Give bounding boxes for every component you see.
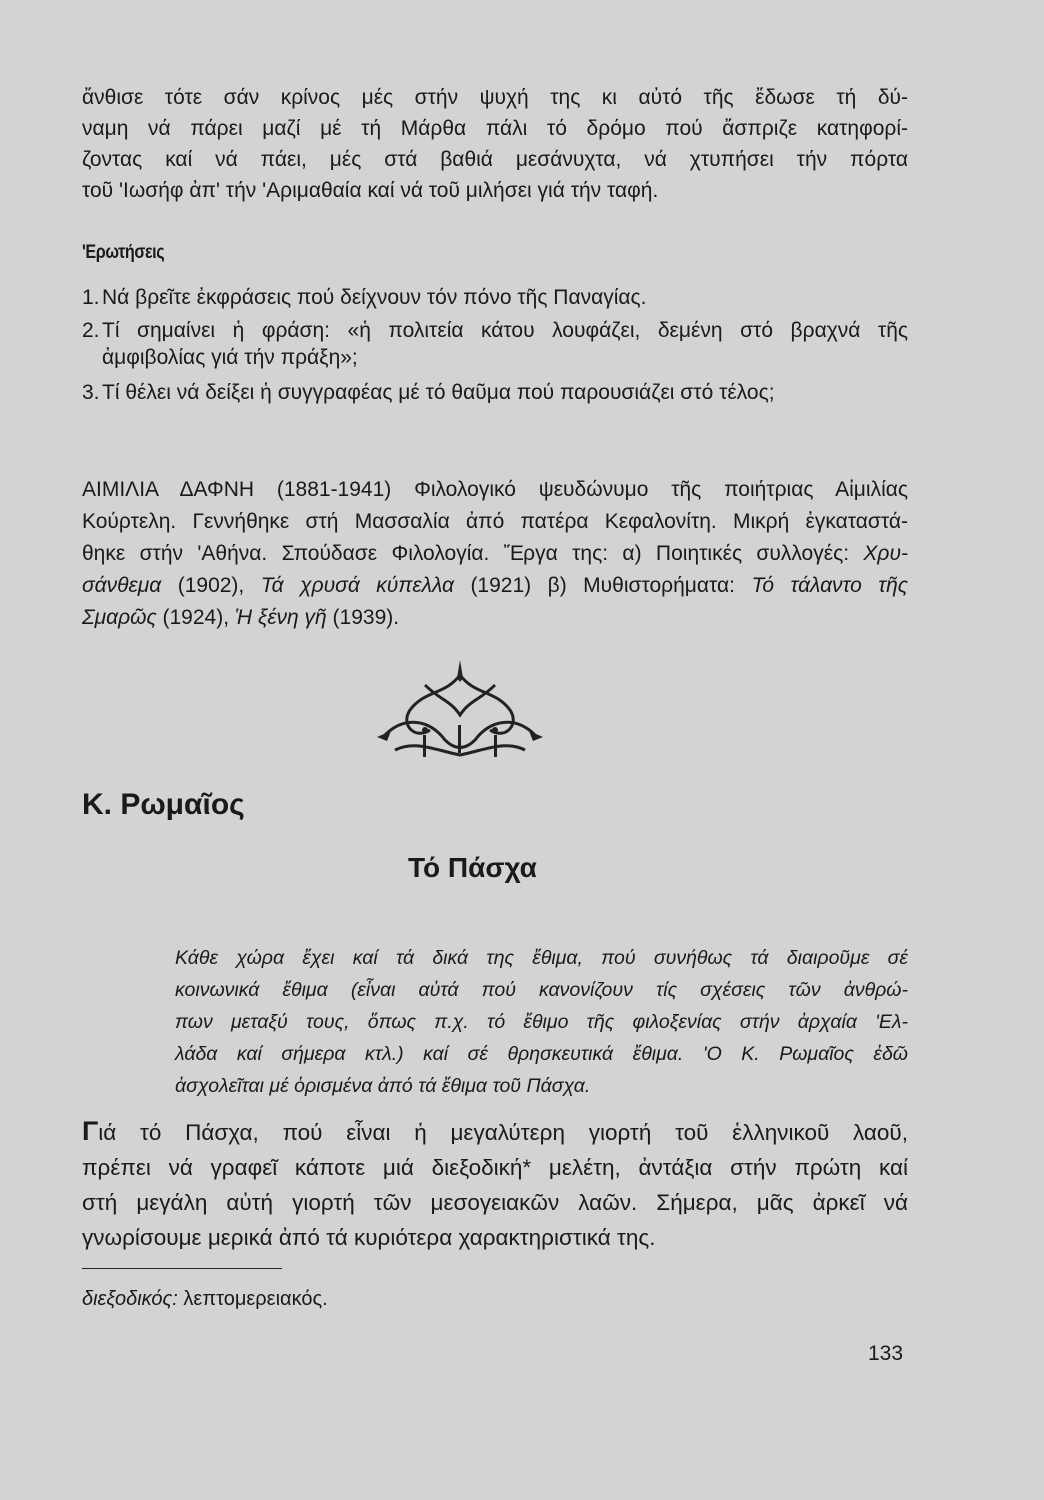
text-line: λάδα καί σήμερα κτλ.) καί σέ θρησκευτικά ἔθιμα. 'Ο Κ. Ρωμαῖος ἐδῶ xyxy=(175,1043,908,1065)
question-1 xyxy=(82,284,908,311)
author-biography xyxy=(82,474,908,634)
text-line xyxy=(82,1114,908,1150)
text-line: ἀσχολεῖται μέ ὁρισμένα ἀπό τά ἔθιμα τοῦ Πάσχα. xyxy=(175,1075,591,1097)
page-number: 133 xyxy=(868,1342,904,1365)
text-span: θηκε στήν 'Αθήνα. Σπούδασε Φιλολογία. Ἔργα της: α) Ποιητικές συλλογές: xyxy=(82,542,864,565)
text-line xyxy=(82,570,908,602)
text-line: γνωρίσουμε μερικά ἀπό τά κυριότερα χαρακτηριστικά της. xyxy=(82,1225,656,1250)
text-line: πων μεταξύ τους, ὅπως π.χ. τό ἔθιμο τῆς φιλοξενίας στήν ἀρχαία 'Ελ- xyxy=(175,1011,908,1033)
question-text: Νά βρεῖτε ἐκφράσεις πού δείχνουν τόν πόνο τῆς Παναγίας. xyxy=(102,286,647,309)
text-line: ζοντας καί νά πάει, μές στά βαθιά μεσάνυχτα, νά χτυπήσει τήν πόρτα xyxy=(82,148,908,171)
work-title: Τό τάλαντο τῆς xyxy=(751,574,908,597)
question-text: Τί θέλει νά δείξει ἡ συγγραφέας μέ τό θαῦμα πού παρουσιάζει στό τέλος; xyxy=(102,381,775,404)
text-span: (1924), xyxy=(156,606,235,629)
question-number: 2. xyxy=(82,319,100,342)
work-title: σάνθεμα xyxy=(82,574,162,597)
paragraph-continuation xyxy=(82,82,908,206)
question-text: ἀμφιβολίας γιά τήν πράξη»; xyxy=(102,346,358,369)
text-line: ἄνθισε τότε σάν κρίνος μές στήν ψυχή της κι αὐτό τῆς ἔδωσε τή δύ- xyxy=(82,86,908,109)
work-title: Σμαρῶς xyxy=(82,606,157,629)
work-title: Χρυ- xyxy=(863,542,908,565)
text-span: (1902), xyxy=(161,574,261,597)
text-line: τοῦ 'Ιωσήφ ἀπ' τήν 'Αριμαθαία καί νά τοῦ μιλήσει γιά τήν ταφή. xyxy=(82,179,659,202)
question-2 xyxy=(82,317,908,371)
footnote-definition: λεπτομερειακός. xyxy=(177,1288,328,1310)
introduction xyxy=(175,942,908,1102)
chapter-title: Τό Πάσχα xyxy=(408,852,537,883)
question-3 xyxy=(82,379,908,406)
question-number: 3. xyxy=(82,381,100,404)
questions-heading: 'Ερωτήσεις xyxy=(82,242,165,263)
text-span: (1939). xyxy=(326,606,400,629)
drop-cap: Γ xyxy=(82,1116,99,1146)
text-line: Κούρτελη. Γεννήθηκε στή Μασσαλία ἀπό πατέρα Κεφαλονίτη. Μικρή ἐγκαταστά- xyxy=(82,510,908,533)
work-title: Ἡ ξένη γῆ xyxy=(234,606,327,629)
text-line: ΑΙΜΙΛΙΑ ΔΑΦΝΗ (1881-1941) Φιλολογικό ψευδώνυμο τῆς ποιήτριας Αἰμιλίας xyxy=(82,478,908,501)
text-line: πρέπει νά γραφεῖ κάποτε μιά διεξοδική* μελέτη, ἀντάξια στήν πρώτη καί xyxy=(82,1155,908,1180)
main-text xyxy=(82,1114,908,1255)
text-span: ιά τό Πάσχα, πού εἶναι ἡ μεγαλύτερη γιορτή τοῦ ἑλληνικοῦ λαοῦ, xyxy=(98,1120,908,1145)
author-name: Κ. Ρωμαῖος xyxy=(82,788,245,821)
text-span: (1921) β) Μυθιστορήματα: xyxy=(453,574,752,597)
text-line xyxy=(82,602,908,634)
question-number: 1. xyxy=(82,286,100,309)
text-line: ναμη νά πάρει μαζί μέ τή Μάρθα πάλι τό δρόμο πού ἄσπριζε κατηφορί- xyxy=(82,117,908,140)
question-text: Τί σημαίνει ἡ φράση: «ἡ πολιτεία κάτου λουφάζει, δεμένη στό βραχνά τῆς xyxy=(102,319,908,342)
decorative-ornament xyxy=(365,655,555,775)
footnote-divider xyxy=(82,1268,282,1269)
text-line: στή μεγάλη αὐτή γιορτή τῶν μεσογειακῶν λαῶν. Σήμερα, μᾶς ἀρκεῖ νά xyxy=(82,1190,908,1215)
work-title: Τά χρυσά κύπελλα xyxy=(260,574,454,597)
text-line: κοινωνικά ἔθιμα (εἶναι αὐτά πού κανονίζουν τίς σχέσεις τῶν ἀνθρώ- xyxy=(175,979,908,1001)
footnote-term: διεξοδικός: xyxy=(82,1288,178,1310)
footnote xyxy=(82,1288,328,1311)
text-line xyxy=(82,538,908,570)
text-line: Κάθε χώρα ἔχει καί τά δικά της ἔθιμα, πού συνήθως τά διαιροῦμε σέ xyxy=(175,947,908,969)
